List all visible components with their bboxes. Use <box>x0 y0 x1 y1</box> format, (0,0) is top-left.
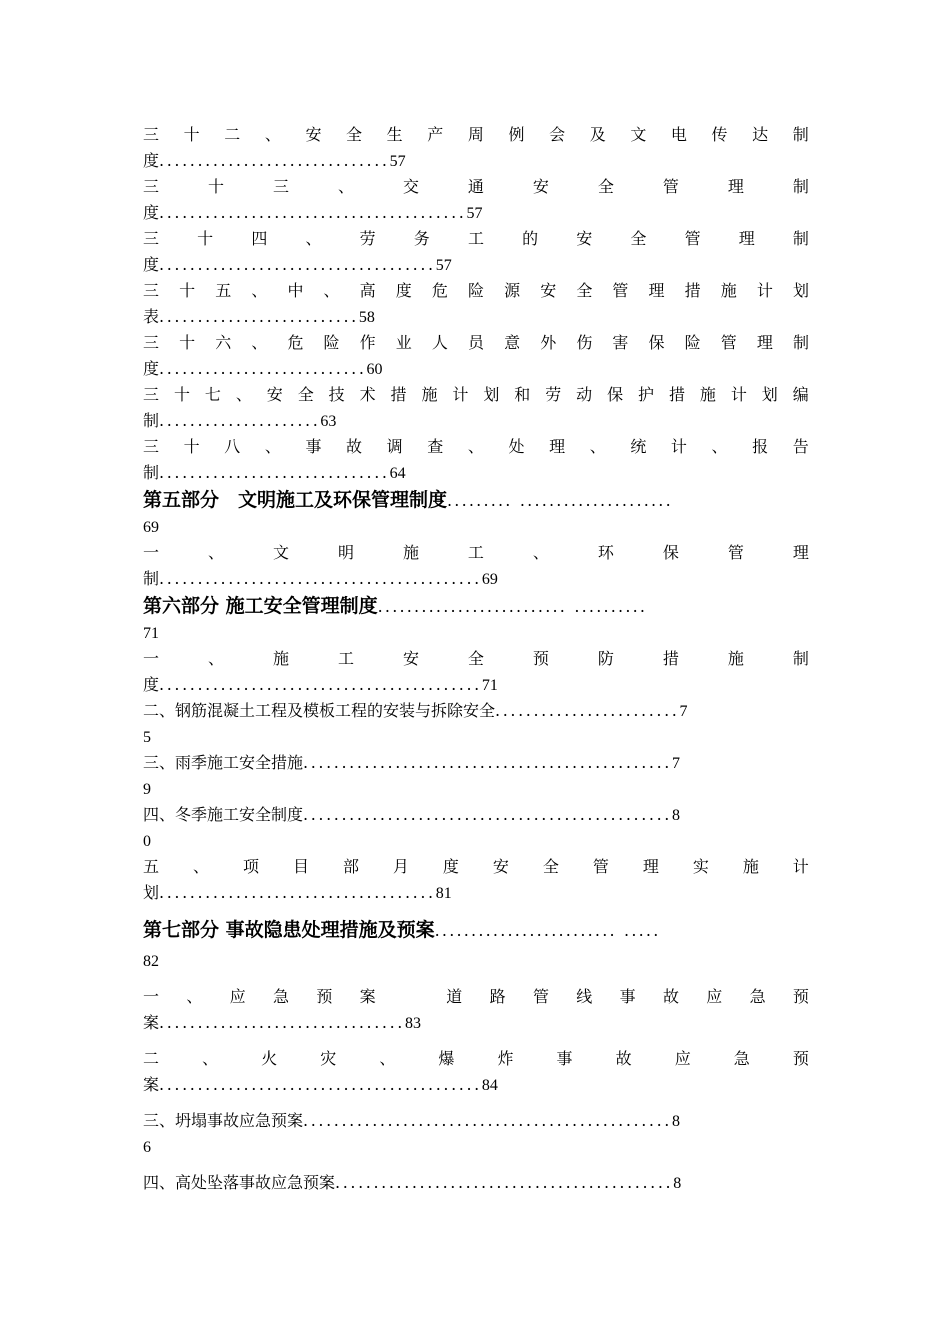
toc-title-char: 劳 <box>359 229 376 248</box>
toc-title-char: 安 <box>532 177 549 196</box>
toc-title-char: 理 <box>727 177 744 196</box>
toc-title-char: 一 <box>143 649 160 668</box>
toc-title-char: 三 <box>143 177 160 196</box>
toc-title-char: 险 <box>684 333 701 352</box>
toc-title-char: 事 <box>619 987 636 1006</box>
toc-title-char: 护 <box>638 385 655 404</box>
toc-title-char: 周 <box>467 125 484 144</box>
toc-title-char: 危 <box>287 333 304 352</box>
toc-title-char: 三 <box>272 177 289 196</box>
toc-title-char: 、 <box>202 1049 219 1068</box>
toc-entry-33-title <box>143 174 809 200</box>
toc-title-char: 、 <box>532 543 549 562</box>
toc-title-char: 、 <box>264 125 281 144</box>
toc-title-char: 四 <box>251 229 268 248</box>
toc-title-char: 全 <box>597 177 614 196</box>
toc-title-char: 三 <box>143 437 160 456</box>
toc-title-char: 安 <box>576 229 593 248</box>
toc-title-char: 急 <box>749 987 766 1006</box>
toc-title-char: 中 <box>287 281 304 300</box>
toc-title-char: 理 <box>792 543 809 562</box>
toc-title-char: 告 <box>792 437 809 456</box>
toc-part-5-heading: 第五部分 文明施工及环保管理制度......... ..................... <box>143 489 673 511</box>
toc-title-char: 管 <box>720 333 737 352</box>
toc-title-char: 统 <box>630 437 647 456</box>
toc-title-char: 、 <box>323 281 340 300</box>
toc-entry-38-title <box>143 434 809 460</box>
toc-title-char: 全 <box>346 125 363 144</box>
toc-title-char: 一 <box>143 987 160 1006</box>
toc-title-char: 划 <box>483 385 500 404</box>
toc-title-char: 八 <box>224 437 241 456</box>
toc-title-char: 全 <box>630 229 647 248</box>
toc-title-char: 三 <box>143 281 160 300</box>
toc-title-char: 故 <box>346 437 363 456</box>
toc-title-char: 保 <box>648 333 665 352</box>
toc-title-char: 爆 <box>438 1049 455 1068</box>
toc-title-char <box>403 984 419 1010</box>
toc-entry-35-title <box>143 278 809 304</box>
toc-title-char: 度 <box>395 281 412 300</box>
toc-title-char: 务 <box>413 229 430 248</box>
toc-title-char: 道 <box>446 987 463 1006</box>
toc-title-char: 线 <box>576 987 593 1006</box>
toc-title-char: 工 <box>467 229 484 248</box>
toc-part-6-entry-5-title <box>143 854 809 880</box>
toc-title-char: 炸 <box>497 1049 514 1068</box>
toc-title-char: 、 <box>192 857 209 876</box>
toc-title-char: 工 <box>337 649 354 668</box>
toc-title-char: 施 <box>421 385 438 404</box>
toc-title-char: 、 <box>251 281 268 300</box>
toc-part-7-entry-3: 三、坍塌事故应急预案................................................8 <box>143 1111 680 1130</box>
toc-part-6-entry-4: 四、冬季施工安全制度................................................8 <box>143 805 680 824</box>
toc-entry-32-leader: 度..............................57 <box>143 151 406 170</box>
toc-part-7-entry-1-leader: 案................................83 <box>143 1013 421 1032</box>
toc-title-char: 十 <box>173 385 190 404</box>
toc-title-char: 十 <box>207 177 224 196</box>
toc-part-7-heading: 第七部分 事故隐患处理措施及预案......................... ..... <box>143 919 661 941</box>
toc-title-char: 七 <box>204 385 221 404</box>
toc-title-char: 工 <box>467 543 484 562</box>
toc-title-char: 安 <box>305 125 322 144</box>
toc-entry-32-title <box>143 122 809 148</box>
toc-title-char: 安 <box>492 857 509 876</box>
toc-title-char: 三 <box>143 125 160 144</box>
toc-title-char: 安 <box>266 385 283 404</box>
toc-title-char: 制 <box>792 125 809 144</box>
toc-title-char: 会 <box>549 125 566 144</box>
toc-title-char: 应 <box>229 987 246 1006</box>
toc-title-char: 、 <box>467 437 484 456</box>
toc-title-char: 施 <box>272 649 289 668</box>
toc-title-char: 预 <box>316 987 333 1006</box>
toc-part-6-entry-5-leader: 划....................................81 <box>143 883 452 902</box>
toc-title-char: 事 <box>305 437 322 456</box>
toc-title-char: 事 <box>556 1049 573 1068</box>
toc-title-char: 六 <box>215 333 232 352</box>
toc-title-char: 防 <box>597 649 614 668</box>
toc-part-7-entry-4: 四、高处坠落事故应急预案............................................8 <box>143 1173 682 1192</box>
toc-title-char: 措 <box>390 385 407 404</box>
toc-entry-35-leader: 表..........................58 <box>143 307 375 326</box>
toc-title-char: 查 <box>427 437 444 456</box>
toc-title-char: 术 <box>359 385 376 404</box>
toc-title-char: 三 <box>143 333 160 352</box>
toc-title-char: 管 <box>727 543 744 562</box>
toc-title-char: 害 <box>612 333 629 352</box>
toc-title-char: 保 <box>607 385 624 404</box>
toc-title-char: 急 <box>733 1049 750 1068</box>
toc-title-char: 项 <box>242 857 259 876</box>
toc-title-char: 三 <box>143 229 160 248</box>
toc-title-char: 传 <box>711 125 728 144</box>
table-of-contents <box>143 122 809 1196</box>
toc-title-char: 计 <box>756 281 773 300</box>
toc-title-char: 灾 <box>320 1049 337 1068</box>
toc-title-char: 预 <box>532 649 549 668</box>
toc-title-char: 环 <box>597 543 614 562</box>
toc-title-char: 、 <box>337 177 354 196</box>
toc-title-char: 及 <box>589 125 606 144</box>
toc-title-char: 计 <box>792 857 809 876</box>
toc-part-6-entry-4-page: 0 <box>143 833 151 850</box>
toc-title-char: 措 <box>668 385 685 404</box>
toc-title-char: 三 <box>143 385 160 404</box>
toc-title-char: 安 <box>540 281 557 300</box>
toc-title-char: 处 <box>508 437 525 456</box>
toc-title-char: 应 <box>706 987 723 1006</box>
toc-title-char: 施 <box>727 649 744 668</box>
toc-title-char: 施 <box>720 281 737 300</box>
toc-title-char: 二 <box>143 1049 160 1068</box>
toc-title-char: 计 <box>452 385 469 404</box>
toc-title-char: 案 <box>359 987 376 1006</box>
toc-part-6-heading: 第六部分 施工安全管理制度.......................... .......... <box>143 595 648 617</box>
toc-title-char: 五 <box>143 857 160 876</box>
toc-title-char: 理 <box>642 857 659 876</box>
toc-title-char: 度 <box>442 857 459 876</box>
toc-title-char: 人 <box>431 333 448 352</box>
toc-part-6-entry-1-title <box>143 646 809 672</box>
toc-title-char: 劳 <box>545 385 562 404</box>
toc-title-char: 预 <box>792 987 809 1006</box>
toc-entry-34-title <box>143 226 809 252</box>
toc-title-char: 故 <box>662 987 679 1006</box>
toc-title-char: 、 <box>207 543 224 562</box>
toc-title-char: 十 <box>183 437 200 456</box>
toc-title-char: 路 <box>489 987 506 1006</box>
toc-title-char: 险 <box>323 333 340 352</box>
toc-part-6-entry-1-leader: 度..........................................71 <box>143 675 498 694</box>
toc-entry-34-leader: 度....................................57 <box>143 255 452 274</box>
toc-title-char: 产 <box>427 125 444 144</box>
toc-title-char: 保 <box>662 543 679 562</box>
toc-title-char: 部 <box>342 857 359 876</box>
toc-title-char: 全 <box>542 857 559 876</box>
toc-part-6-page: 71 <box>143 625 159 642</box>
toc-title-char: 管 <box>684 229 701 248</box>
toc-part-7-entry-3-page: 6 <box>143 1139 151 1156</box>
toc-title-char: 一 <box>143 543 160 562</box>
toc-part-6-entry-2-page: 5 <box>143 729 151 746</box>
toc-title-char: 调 <box>386 437 403 456</box>
toc-title-char: 险 <box>467 281 484 300</box>
toc-title-char: 十 <box>179 333 196 352</box>
toc-title-char: 全 <box>297 385 314 404</box>
toc-title-char: 措 <box>684 281 701 300</box>
toc-title-char: 、 <box>264 437 281 456</box>
toc-entry-33-leader: 度........................................57 <box>143 203 483 222</box>
toc-title-char: 作 <box>359 333 376 352</box>
toc-title-char: 和 <box>514 385 531 404</box>
toc-title-char: 划 <box>792 281 809 300</box>
toc-title-char: 制 <box>792 333 809 352</box>
toc-part-7-entry-2-leader: 案..........................................84 <box>143 1075 498 1094</box>
toc-entry-38-leader: 制..............................64 <box>143 463 406 482</box>
toc-title-char: 施 <box>402 543 419 562</box>
toc-part-6-entry-3: 三、雨季施工安全措施................................................7 <box>143 753 680 772</box>
toc-title-char: 计 <box>730 385 747 404</box>
toc-title-char: 、 <box>711 437 728 456</box>
toc-title-char: 例 <box>508 125 525 144</box>
toc-title-char: 十 <box>197 229 214 248</box>
toc-title-char: 理 <box>756 333 773 352</box>
toc-title-char: 全 <box>467 649 484 668</box>
toc-title-char: 理 <box>648 281 665 300</box>
toc-title-char: 报 <box>752 437 769 456</box>
toc-title-char: 应 <box>674 1049 691 1068</box>
toc-title-char: 理 <box>549 437 566 456</box>
toc-part-7-page: 82 <box>143 953 159 970</box>
toc-title-char: 明 <box>337 543 354 562</box>
toc-title-char: 源 <box>504 281 521 300</box>
toc-title-char: 危 <box>431 281 448 300</box>
toc-title-char: 、 <box>251 333 268 352</box>
toc-title-char: 制 <box>792 177 809 196</box>
toc-title-char: 交 <box>402 177 419 196</box>
toc-part-6-entry-2: 二、钢筋混凝土工程及模板工程的安装与拆除安全........................7 <box>143 701 688 720</box>
toc-title-char: 文 <box>272 543 289 562</box>
toc-title-char: 制 <box>792 649 809 668</box>
toc-title-char: 、 <box>207 649 224 668</box>
toc-entry-37-title <box>143 382 809 408</box>
toc-title-char: 实 <box>692 857 709 876</box>
toc-title-char: 火 <box>261 1049 278 1068</box>
toc-part-6-entry-3-page: 9 <box>143 781 151 798</box>
toc-title-char: 的 <box>522 229 539 248</box>
toc-entry-37-leader: 制.....................63 <box>143 411 337 430</box>
toc-title-char: 意 <box>504 333 521 352</box>
toc-title-char: 目 <box>292 857 309 876</box>
toc-title-char: 、 <box>305 229 322 248</box>
toc-entry-36-leader: 度...........................60 <box>143 359 383 378</box>
toc-title-char: 五 <box>215 281 232 300</box>
toc-title-char: 外 <box>540 333 557 352</box>
toc-title-char: 管 <box>532 987 549 1006</box>
toc-title-char: 施 <box>742 857 759 876</box>
toc-title-char: 高 <box>359 281 376 300</box>
toc-part-5-entry-1-title <box>143 540 809 566</box>
toc-entry-36-title <box>143 330 809 356</box>
toc-title-char: 、 <box>186 987 203 1006</box>
toc-title-char: 员 <box>467 333 484 352</box>
toc-title-char: 十 <box>183 125 200 144</box>
toc-title-char: 动 <box>576 385 593 404</box>
toc-part-7-entry-2-title <box>143 1046 809 1072</box>
toc-title-char: 施 <box>699 385 716 404</box>
toc-title-char: 技 <box>328 385 345 404</box>
toc-title-char: 故 <box>615 1049 632 1068</box>
toc-title-char: 文 <box>630 125 647 144</box>
toc-title-char: 管 <box>662 177 679 196</box>
toc-title-char: 理 <box>738 229 755 248</box>
toc-title-char: 达 <box>752 125 769 144</box>
toc-title-char: 全 <box>576 281 593 300</box>
toc-title-char: 措 <box>662 649 679 668</box>
toc-title-char: 伤 <box>576 333 593 352</box>
toc-title-char: 十 <box>179 281 196 300</box>
toc-part-7-entry-1-title <box>143 984 809 1010</box>
toc-title-char: 管 <box>612 281 629 300</box>
toc-part-5-entry-1-leader: 制..........................................69 <box>143 569 498 588</box>
toc-title-char: 通 <box>467 177 484 196</box>
toc-title-char: 、 <box>589 437 606 456</box>
toc-part-5-page: 69 <box>143 519 159 536</box>
toc-title-char: 业 <box>395 333 412 352</box>
toc-title-char: 计 <box>670 437 687 456</box>
toc-title-char: 月 <box>392 857 409 876</box>
toc-title-char: 急 <box>272 987 289 1006</box>
toc-title-char: 生 <box>386 125 403 144</box>
toc-title-char: 制 <box>792 229 809 248</box>
toc-title-char: 、 <box>379 1049 396 1068</box>
toc-title-char: 、 <box>235 385 252 404</box>
toc-title-char: 管 <box>592 857 609 876</box>
toc-title-char: 安 <box>402 649 419 668</box>
toc-title-char: 电 <box>670 125 687 144</box>
toc-title-char: 二 <box>224 125 241 144</box>
toc-title-char: 划 <box>761 385 778 404</box>
toc-title-char: 编 <box>792 385 809 404</box>
toc-title-char: 预 <box>792 1049 809 1068</box>
